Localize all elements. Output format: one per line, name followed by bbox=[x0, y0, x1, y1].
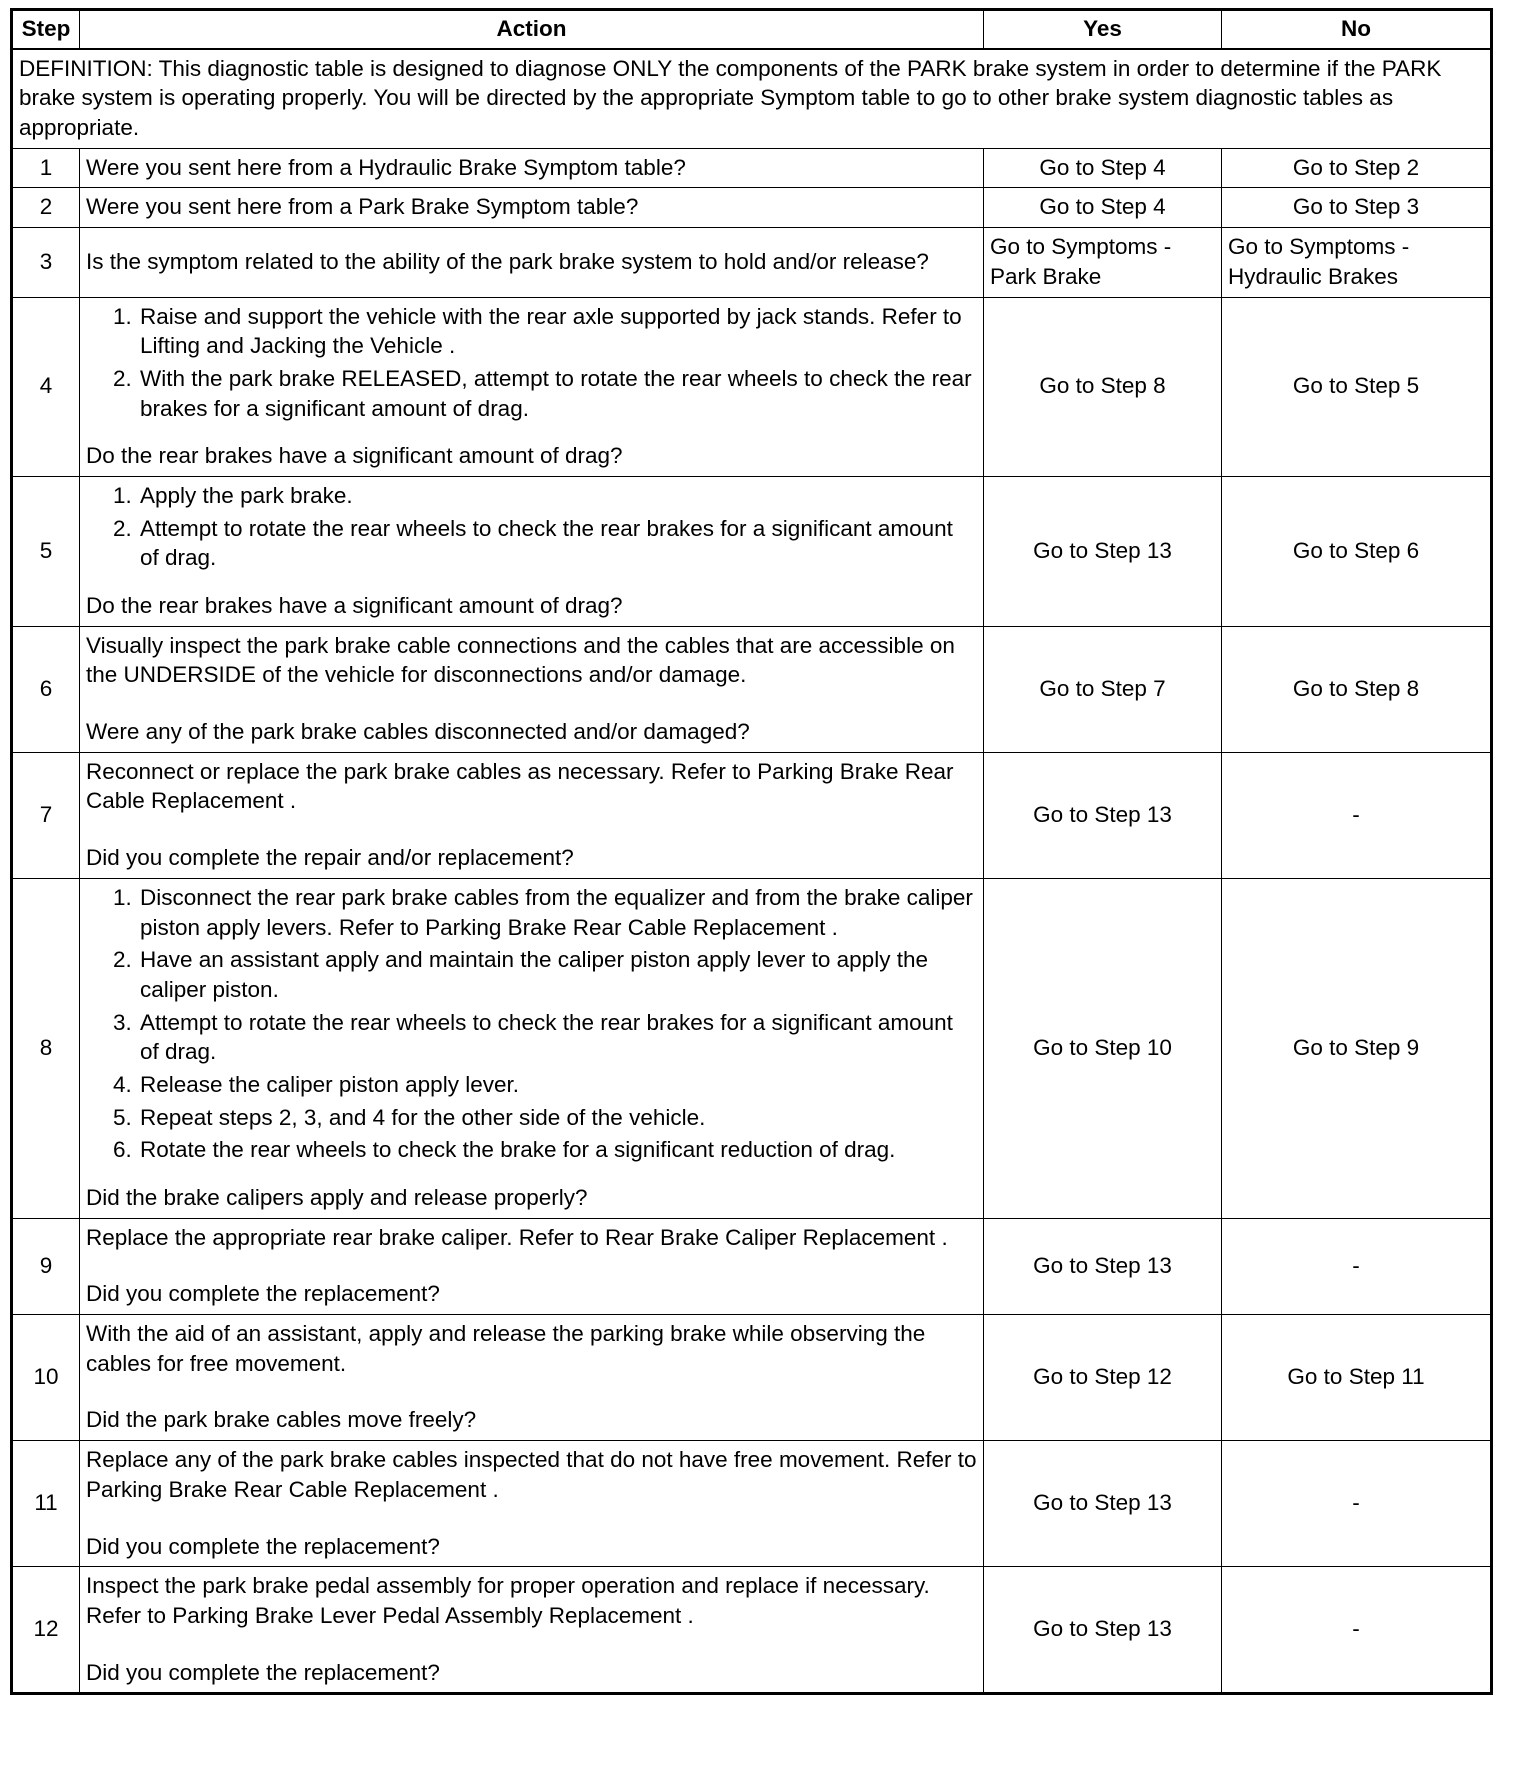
step-number: 2 bbox=[12, 188, 80, 228]
yes-result: Go to Step 13 bbox=[984, 1441, 1222, 1567]
substep-item: 2. Have an assistant apply and maintain the caliper piston apply lever to apply the caliper piston. bbox=[138, 945, 977, 1004]
action-question: Did you complete the replacement? bbox=[86, 1533, 440, 1559]
yes-result: Go to Step 13 bbox=[984, 1567, 1222, 1694]
step-number: 6 bbox=[12, 626, 80, 752]
step-action bbox=[80, 626, 984, 752]
action-instruction: With the aid of an assistant, apply and release the parking brake while observing the cables for free movement. bbox=[86, 1321, 926, 1376]
table-row bbox=[12, 1315, 1492, 1441]
step-number: 11 bbox=[12, 1441, 80, 1567]
action-question: Did you complete the replacement? bbox=[86, 1281, 440, 1307]
header-yes: Yes bbox=[984, 10, 1222, 49]
table-row bbox=[12, 752, 1492, 878]
no-result: Go to Step 11 bbox=[1222, 1315, 1492, 1441]
step-action: Were you sent here from a Hydraulic Brake Symptom table? bbox=[80, 148, 984, 188]
table-row bbox=[12, 148, 1492, 188]
step-number: 9 bbox=[12, 1218, 80, 1314]
header-action: Action bbox=[80, 10, 984, 49]
action-instruction: Reconnect or replace the park brake cables as necessary. Refer to Parking Brake Rear Cable Replacement . bbox=[86, 758, 954, 814]
no-result: Go to Step 3 bbox=[1222, 188, 1492, 228]
yes-result: Go to Step 7 bbox=[984, 626, 1222, 752]
substep-item: 4. Release the caliper piston apply lever. bbox=[138, 1070, 977, 1100]
no-result: Go to Step 5 bbox=[1222, 297, 1492, 476]
yes-result: Go to Step 10 bbox=[984, 878, 1222, 1218]
definition-row bbox=[12, 49, 1492, 149]
yes-result: Go to Step 13 bbox=[984, 476, 1222, 626]
action-substeps bbox=[86, 883, 977, 1165]
header-no: No bbox=[1222, 10, 1492, 49]
substep-item: 3. Attempt to rotate the rear wheels to check the rear brakes for a significant amount of drag. bbox=[138, 1008, 977, 1067]
step-number: 12 bbox=[12, 1567, 80, 1694]
yes-result: Go to Step 12 bbox=[984, 1315, 1222, 1441]
action-question: Do the rear brakes have a significant amount of drag? bbox=[86, 593, 623, 618]
step-action bbox=[80, 476, 984, 626]
action-instruction: Replace any of the park brake cables inspected that do not have free movement. Refer to Parking Brake Rear Cable Replacement . bbox=[86, 1447, 977, 1502]
definition-text: DEFINITION: This diagnostic table is designed to diagnose ONLY the components of the PARK brake system in order to determine if the PARK brake system is operating properly. You will be directed by the appropriate Symptom table to go to other brake system diagnostic tables as appropriate. bbox=[12, 49, 1492, 149]
no-result: - bbox=[1222, 1441, 1492, 1567]
table-row bbox=[12, 297, 1492, 476]
yes-result: Go to Step 4 bbox=[984, 148, 1222, 188]
step-action bbox=[80, 1315, 984, 1441]
step-number: 10 bbox=[12, 1315, 80, 1441]
action-question: Do the rear brakes have a significant amount of drag? bbox=[86, 443, 623, 469]
yes-result: Go to Step 13 bbox=[984, 1218, 1222, 1314]
diagnostic-document bbox=[10, 8, 1493, 1695]
step-number: 7 bbox=[12, 752, 80, 878]
yes-result: Go to Symptoms - Park Brake bbox=[984, 228, 1222, 297]
no-result: Go to Step 8 bbox=[1222, 626, 1492, 752]
no-result: - bbox=[1222, 752, 1492, 878]
no-result: Go to Symptoms - Hydraulic Brakes bbox=[1222, 228, 1492, 297]
no-result: Go to Step 6 bbox=[1222, 476, 1492, 626]
no-result: - bbox=[1222, 1218, 1492, 1314]
step-number: 4 bbox=[12, 297, 80, 476]
table-row bbox=[12, 476, 1492, 626]
table-row bbox=[12, 878, 1492, 1218]
substep-item: 1. Disconnect the rear park brake cables from the equalizer and from the brake caliper piston apply levers. Refer to Parking Brake Rear Cable Replacement . bbox=[138, 883, 977, 942]
substep-item: 1. Raise and support the vehicle with the rear axle supported by jack stands. Refer to Lifting and Jacking the Vehicle . bbox=[138, 302, 977, 361]
yes-result: Go to Step 4 bbox=[984, 188, 1222, 228]
action-instruction: Visually inspect the park brake cable connections and the cables that are accessible on the UNDERSIDE of the vehicle for disconnections and/or damage. bbox=[86, 632, 955, 688]
action-instruction: Replace the appropriate rear brake caliper. Refer to Rear Brake Caliper Replacement . bbox=[86, 1224, 948, 1250]
action-question: Did you complete the replacement? bbox=[86, 1659, 440, 1685]
step-action bbox=[80, 1441, 984, 1567]
header-step: Step bbox=[12, 10, 80, 49]
action-substeps bbox=[86, 302, 977, 424]
header-row bbox=[12, 10, 1492, 49]
substep-item: 2. Attempt to rotate the rear wheels to check the rear brakes for a significant amount of drag. bbox=[138, 514, 977, 573]
table-row bbox=[12, 626, 1492, 752]
no-result: - bbox=[1222, 1567, 1492, 1694]
substep-item: 1. Apply the park brake. bbox=[138, 481, 977, 511]
step-action: Were you sent here from a Park Brake Symptom table? bbox=[80, 188, 984, 228]
step-action bbox=[80, 1218, 984, 1314]
action-instruction: Inspect the park brake pedal assembly for proper operation and replace if necessary. Refer to Parking Brake Lever Pedal Assembly Replacement . bbox=[86, 1573, 930, 1628]
yes-result: Go to Step 8 bbox=[984, 297, 1222, 476]
step-number: 8 bbox=[12, 878, 80, 1218]
table-row bbox=[12, 228, 1492, 297]
substep-item: 6. Rotate the rear wheels to check the brake for a significant reduction of drag. bbox=[138, 1135, 977, 1165]
action-substeps bbox=[86, 481, 977, 573]
step-action bbox=[80, 752, 984, 878]
step-number: 1 bbox=[12, 148, 80, 188]
step-action bbox=[80, 878, 984, 1218]
no-result: Go to Step 9 bbox=[1222, 878, 1492, 1218]
step-action: Is the symptom related to the ability of the park brake system to hold and/or release? bbox=[80, 228, 984, 297]
action-question: Did you complete the repair and/or replacement? bbox=[86, 845, 574, 871]
substep-item: 5. Repeat steps 2, 3, and 4 for the other side of the vehicle. bbox=[138, 1103, 977, 1133]
table-row bbox=[12, 188, 1492, 228]
diagnostic-table bbox=[10, 8, 1493, 1695]
step-action bbox=[80, 297, 984, 476]
yes-result: Go to Step 13 bbox=[984, 752, 1222, 878]
no-result: Go to Step 2 bbox=[1222, 148, 1492, 188]
step-number: 3 bbox=[12, 228, 80, 297]
table-row bbox=[12, 1218, 1492, 1314]
table-row bbox=[12, 1441, 1492, 1567]
step-number: 5 bbox=[12, 476, 80, 626]
action-question: Did the park brake cables move freely? bbox=[86, 1407, 477, 1433]
step-action bbox=[80, 1567, 984, 1694]
action-question: Did the brake calipers apply and release properly? bbox=[86, 1185, 588, 1210]
substep-item: 2. With the park brake RELEASED, attempt to rotate the rear wheels to check the rear brakes for a significant amount of drag. bbox=[138, 364, 977, 423]
table-row bbox=[12, 1567, 1492, 1694]
action-question: Were any of the park brake cables disconnected and/or damaged? bbox=[86, 719, 750, 745]
